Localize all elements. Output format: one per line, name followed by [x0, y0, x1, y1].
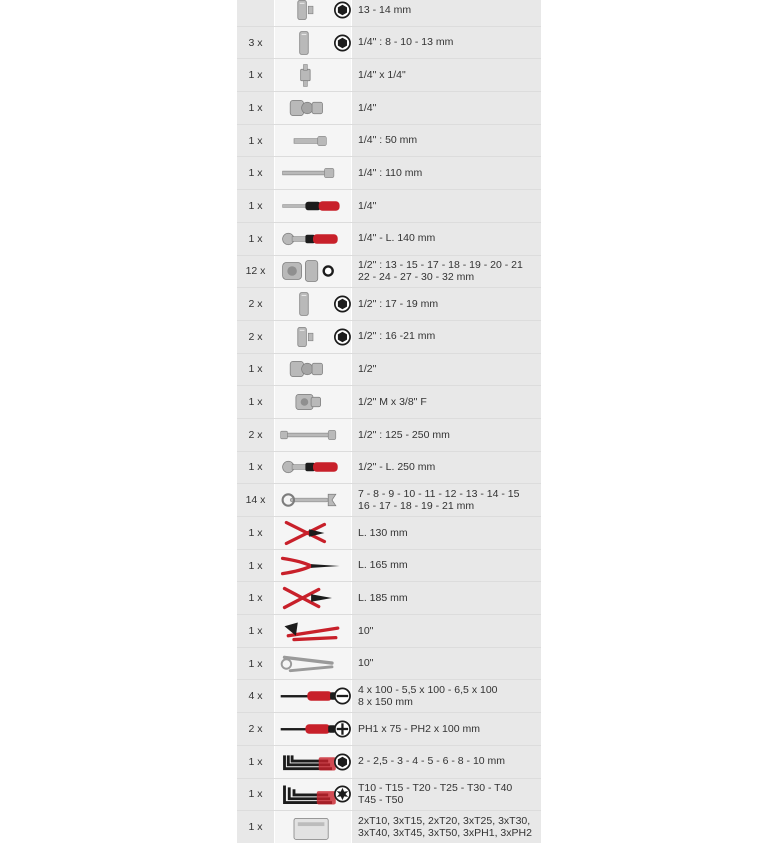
spark-plug-socket-icon-drawing — [275, 0, 351, 25]
description-cell — [351, 386, 541, 418]
description-cell — [351, 157, 541, 189]
deep-socket-icon-drawing — [275, 28, 351, 58]
quantity-cell: 1 x — [237, 582, 274, 614]
combination-pliers-icon-drawing — [275, 583, 351, 613]
description-cell — [351, 746, 541, 778]
table-row — [237, 124, 541, 157]
slotted-screwdriver-icon-drawing — [275, 681, 351, 711]
locking-pliers-icon — [274, 648, 351, 680]
ratchet-icon-drawing — [275, 452, 351, 482]
quantity-cell: 1 x — [237, 550, 274, 582]
description-line: 1/2" : 13 - 15 - 17 - 18 - 19 - 20 - 21 — [358, 258, 523, 271]
description-line: 1/4" - L. 140 mm — [358, 232, 436, 245]
socket-set-icon-drawing — [275, 256, 351, 286]
description-cell — [351, 92, 541, 124]
description-line: 7 - 8 - 9 - 10 - 11 - 12 - 13 - 14 - 15 — [358, 487, 520, 500]
table-row — [237, 745, 541, 778]
spinner-handle-icon-drawing — [275, 191, 351, 221]
description-line: 1/2" : 125 - 250 mm — [358, 428, 450, 441]
spinner-handle-icon — [274, 190, 351, 222]
description-cell — [351, 582, 541, 614]
long-nose-pliers-icon — [274, 550, 351, 582]
socket-adapter-icon — [274, 386, 351, 418]
quantity-cell: 12 x — [237, 256, 274, 288]
spark-plug-socket-icon — [274, 321, 351, 353]
table-row — [237, 58, 541, 91]
description-line: 10" — [358, 624, 374, 637]
description-line: 2 - 2,5 - 3 - 4 - 5 - 6 - 8 - 10 mm — [358, 755, 506, 768]
quantity-cell: 2 x — [237, 713, 274, 745]
description-line: 1/4" — [358, 101, 377, 114]
description-cell — [351, 27, 541, 59]
description-cell — [351, 452, 541, 484]
description-line: 10" — [358, 657, 374, 670]
description-cell — [351, 615, 541, 647]
description-line: T10 - T15 - T20 - T25 - T30 - T40 — [358, 781, 513, 794]
description-cell — [351, 648, 541, 680]
quantity-cell: 1 x — [237, 452, 274, 484]
long-extension-bar-icon — [274, 157, 351, 189]
description-cell — [351, 288, 541, 320]
table-row — [237, 679, 541, 712]
description-line: 1/2" — [358, 363, 377, 376]
table-row — [237, 516, 541, 549]
combination-pliers-icon — [274, 582, 351, 614]
quantity-cell: 1 x — [237, 615, 274, 647]
description-cell — [351, 321, 541, 353]
quantity-cell: 2 x — [237, 321, 274, 353]
table-row — [237, 222, 541, 255]
universal-joint-icon-drawing — [275, 93, 351, 123]
description-cell — [351, 680, 541, 712]
table-row — [237, 320, 541, 353]
description-line: PH1 x 75 - PH2 x 100 mm — [358, 722, 480, 735]
bit-set-icon-drawing — [275, 812, 351, 842]
slotted-screwdriver-icon — [274, 680, 351, 712]
description-cell — [351, 484, 541, 516]
table-row — [237, 385, 541, 418]
quantity-cell: 4 x — [237, 680, 274, 712]
table-row — [237, 26, 541, 59]
bit-adapter-icon-drawing — [275, 60, 351, 90]
description-line: L. 185 mm — [358, 591, 408, 604]
description-cell — [351, 354, 541, 386]
quantity-cell: 1 x — [237, 92, 274, 124]
phillips-screwdriver-icon — [274, 713, 351, 745]
description-line: 13 - 14 mm — [358, 3, 412, 16]
bit-set-icon — [274, 811, 351, 843]
deep-socket-icon — [274, 288, 351, 320]
quantity-cell: 1 x — [237, 157, 274, 189]
hex-key-set-icon — [274, 746, 351, 778]
quantity-cell — [237, 0, 274, 26]
long-nose-pliers-icon-drawing — [275, 551, 351, 581]
table-row — [237, 647, 541, 680]
quantity-cell: 1 x — [237, 354, 274, 386]
quantity-cell: 1 x — [237, 59, 274, 91]
spark-plug-socket-icon-drawing — [275, 322, 351, 352]
water-pump-pliers-icon-drawing — [275, 616, 351, 646]
diagonal-cutter-icon-drawing — [275, 518, 351, 548]
parts-list-table — [237, 0, 541, 843]
ratchet-icon — [274, 223, 351, 255]
description-cell — [351, 256, 541, 288]
description-line: 22 - 24 - 27 - 30 - 32 mm — [358, 271, 475, 284]
table-row — [237, 353, 541, 386]
description-cell — [351, 419, 541, 451]
combination-wrench-icon-drawing — [275, 485, 351, 515]
quantity-cell: 1 x — [237, 746, 274, 778]
description-line: 1/4" : 8 - 10 - 13 mm — [358, 36, 454, 49]
description-cell — [351, 0, 541, 26]
ratchet-icon — [274, 452, 351, 484]
description-cell — [351, 223, 541, 255]
quantity-cell: 1 x — [237, 190, 274, 222]
table-row — [237, 418, 541, 451]
quantity-cell: 1 x — [237, 648, 274, 680]
description-line: 3xT40, 3xT45, 3xT50, 3xPH1, 3xPH2 — [358, 827, 532, 840]
quantity-cell: 1 x — [237, 125, 274, 157]
description-line: 8 x 150 mm — [358, 696, 413, 709]
description-cell — [351, 713, 541, 745]
deep-socket-icon-drawing — [275, 289, 351, 319]
table-row — [237, 483, 541, 516]
extension-bar-icon — [274, 419, 351, 451]
extension-bar-icon-drawing — [275, 420, 351, 450]
phillips-screwdriver-icon-drawing — [275, 714, 351, 744]
spark-plug-socket-icon — [274, 0, 351, 26]
water-pump-pliers-icon — [274, 615, 351, 647]
quantity-cell: 3 x — [237, 27, 274, 59]
quantity-cell: 1 x — [237, 517, 274, 549]
quantity-cell: 1 x — [237, 779, 274, 811]
socket-adapter-icon-drawing — [275, 387, 351, 417]
table-row — [237, 581, 541, 614]
quantity-cell: 1 x — [237, 223, 274, 255]
table-row — [237, 255, 541, 288]
hex-key-set-icon-drawing — [275, 747, 351, 777]
description-line: 1/4" : 110 mm — [358, 167, 423, 180]
quantity-cell: 2 x — [237, 288, 274, 320]
description-line: 1/4" : 50 mm — [358, 134, 418, 147]
description-line: T45 - T50 — [358, 794, 404, 807]
bit-adapter-icon — [274, 59, 351, 91]
table-row — [237, 549, 541, 582]
short-extension-bar-icon — [274, 125, 351, 157]
torx-key-set-icon-drawing — [275, 779, 351, 809]
description-cell — [351, 190, 541, 222]
ratchet-icon-drawing — [275, 224, 351, 254]
deep-socket-icon — [274, 27, 351, 59]
quantity-cell: 1 x — [237, 386, 274, 418]
description-line: 4 x 100 - 5,5 x 100 - 6,5 x 100 — [358, 683, 498, 696]
description-line: L. 130 mm — [358, 526, 408, 539]
description-line: 16 - 17 - 18 - 19 - 21 mm — [358, 500, 475, 513]
long-extension-bar-icon-drawing — [275, 158, 351, 188]
table-row — [237, 287, 541, 320]
table-row — [237, 0, 541, 26]
description-line: 1/4" — [358, 199, 377, 212]
description-cell — [351, 811, 541, 843]
description-line: 1/2" - L. 250 mm — [358, 461, 436, 474]
description-line: 1/2" : 17 - 19 mm — [358, 297, 439, 310]
table-row — [237, 810, 541, 843]
quantity-cell: 14 x — [237, 484, 274, 516]
table-row — [237, 189, 541, 222]
table-row — [237, 91, 541, 124]
quantity-cell: 2 x — [237, 419, 274, 451]
diagonal-cutter-icon — [274, 517, 351, 549]
table-row — [237, 156, 541, 189]
socket-set-icon — [274, 256, 351, 288]
description-cell — [351, 59, 541, 91]
description-line: L. 165 mm — [358, 559, 408, 572]
description-line: 1/2" : 16 -21 mm — [358, 330, 436, 343]
combination-wrench-icon — [274, 484, 351, 516]
description-line: 2xT10, 3xT15, 2xT20, 3xT25, 3xT30, — [358, 814, 531, 827]
description-line: 1/4" x 1/4" — [358, 68, 406, 81]
torx-key-set-icon — [274, 779, 351, 811]
description-cell — [351, 125, 541, 157]
table-row — [237, 712, 541, 745]
table-row — [237, 614, 541, 647]
locking-pliers-icon-drawing — [275, 649, 351, 679]
universal-joint-icon — [274, 92, 351, 124]
quantity-cell: 1 x — [237, 811, 274, 843]
description-cell — [351, 517, 541, 549]
universal-joint-icon-drawing — [275, 354, 351, 384]
description-cell — [351, 550, 541, 582]
description-cell — [351, 779, 541, 811]
short-extension-bar-icon-drawing — [275, 126, 351, 156]
table-row — [237, 778, 541, 811]
description-line: 1/2" M x 3/8" F — [358, 395, 427, 408]
universal-joint-icon — [274, 354, 351, 386]
table-row — [237, 451, 541, 484]
